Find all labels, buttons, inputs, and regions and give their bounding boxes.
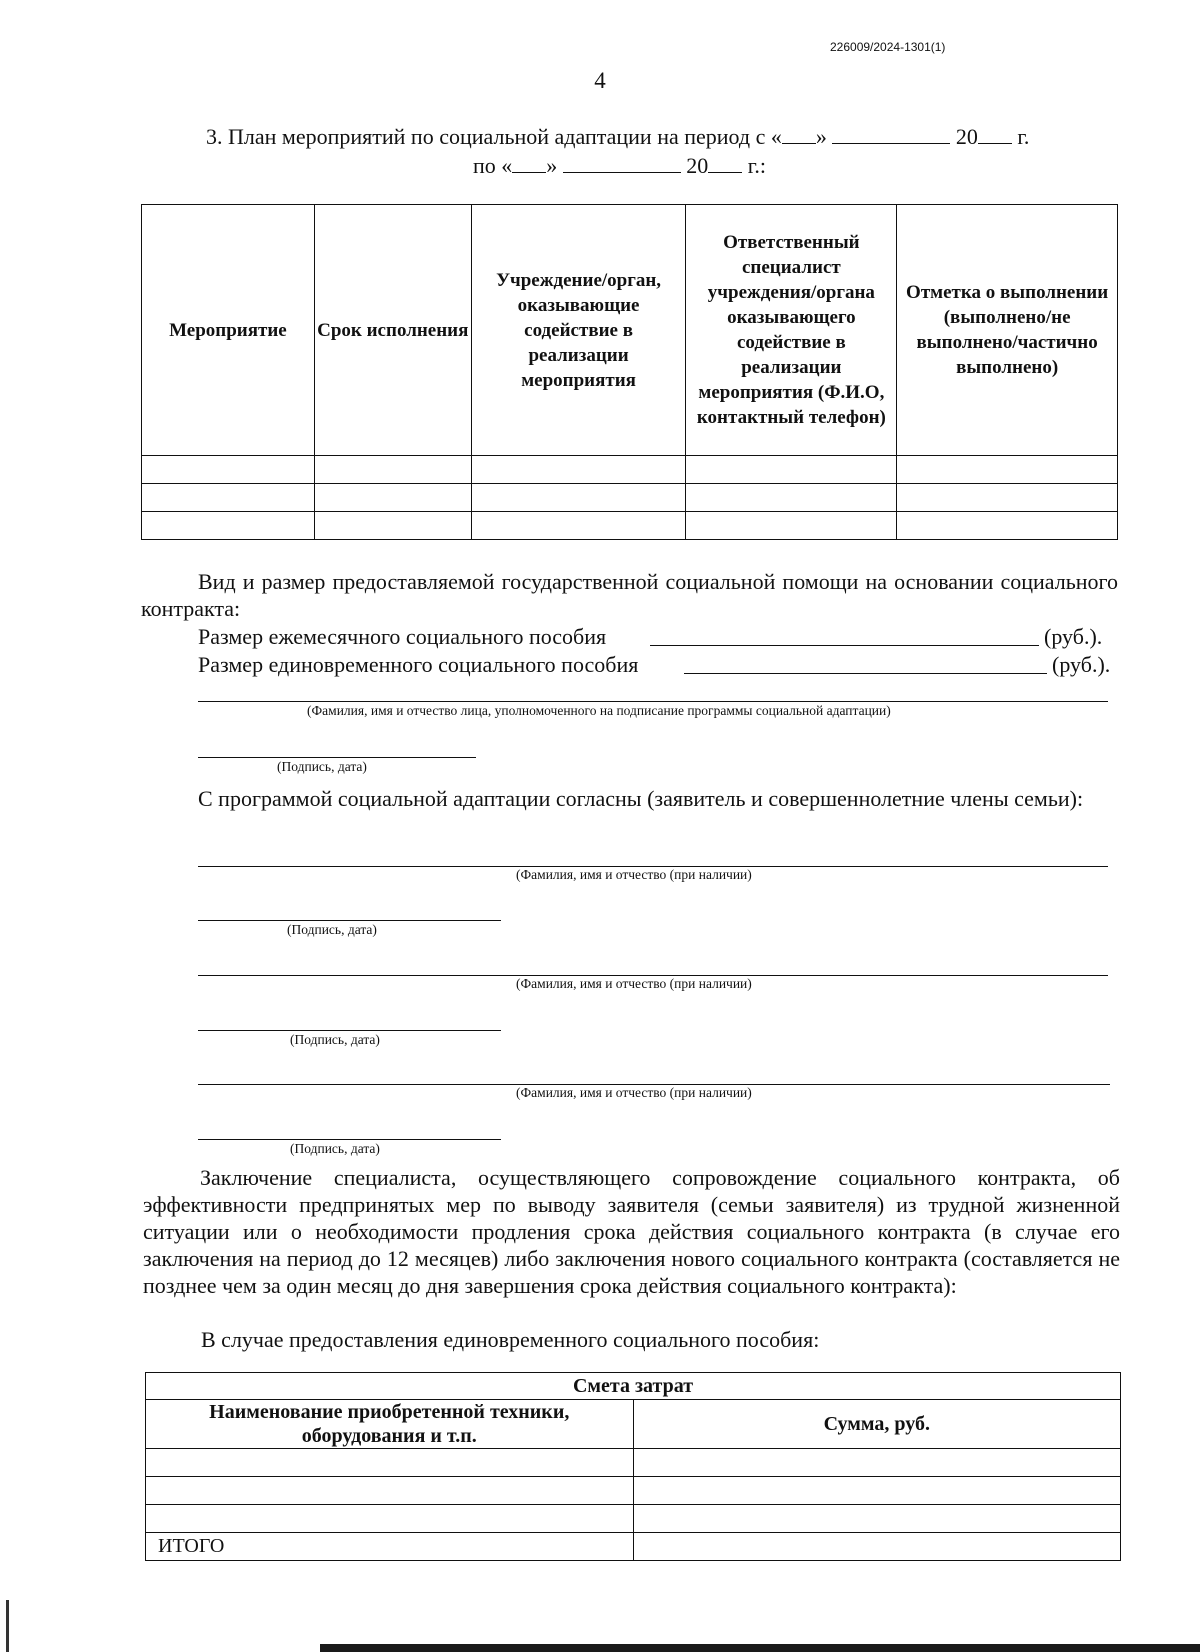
month-blank[interactable] xyxy=(832,125,950,144)
section-title-line1: 3. План мероприятий по социальной адаптации на период с « » 20 г. xyxy=(206,124,1030,149)
family-member-signature-field[interactable] xyxy=(198,1030,501,1031)
family-member-signature-field[interactable] xyxy=(198,920,501,921)
table-row xyxy=(146,1505,1121,1533)
table-cell[interactable] xyxy=(633,1477,1120,1505)
fio-caption: (Фамилия, имя и отчество (при наличии) xyxy=(516,1085,752,1100)
header-amount: Сумма, руб. xyxy=(633,1400,1120,1449)
table-cell[interactable] xyxy=(686,484,897,512)
table-cell[interactable] xyxy=(146,1505,634,1533)
day-blank-end[interactable] xyxy=(512,154,546,173)
table-cell[interactable] xyxy=(314,456,471,484)
header-completion-mark: Отметка о выполнении (выполнено/не выполнено/частично выполнено) xyxy=(897,205,1118,456)
header-activity: Мероприятие xyxy=(142,205,315,456)
table-cell[interactable] xyxy=(142,484,315,512)
fio-caption: (Фамилия, имя и отчество (при наличии) xyxy=(516,976,752,991)
document-number: 226009/2024-1301(1) xyxy=(830,40,946,54)
onetime-benefit-case: В случае предоставления единовременного социального пособия: xyxy=(201,1327,820,1352)
table-cell[interactable] xyxy=(146,1477,634,1505)
authorized-person-name-field[interactable] xyxy=(198,701,1108,702)
onetime-benefit-label: Размер единовременного социального пособия xyxy=(198,652,639,677)
scan-edge-mark xyxy=(6,1600,9,1652)
header-institution: Учреждение/орган, оказывающие содействие в реализации мероприятия xyxy=(471,205,686,456)
onetime-benefit-field[interactable] xyxy=(684,673,1047,674)
signature-date-caption: (Подпись, дата) xyxy=(287,922,377,937)
table-row xyxy=(142,484,1118,512)
year-blank-end[interactable] xyxy=(708,154,742,173)
table-cell[interactable] xyxy=(633,1505,1120,1533)
monthly-benefit-unit: (руб.). xyxy=(1044,624,1103,649)
table-row xyxy=(146,1449,1121,1477)
table-cell[interactable] xyxy=(142,512,315,540)
table-cell[interactable] xyxy=(471,484,686,512)
agreement-text: С программой социальной адаптации согласны (заявитель и совершеннолетние члены семьи): xyxy=(198,786,1084,811)
table-cell[interactable] xyxy=(897,484,1118,512)
scan-edge-bar xyxy=(320,1644,1200,1652)
header-equipment-name: Наименование приобретенной техники, оборудования и т.п. xyxy=(146,1400,634,1449)
day-blank[interactable] xyxy=(782,125,816,144)
signature-date-caption: (Подпись, дата) xyxy=(290,1032,380,1047)
family-member-signature-field[interactable] xyxy=(198,1139,501,1140)
cost-estimate-table xyxy=(145,1372,1121,1561)
table-row xyxy=(146,1477,1121,1505)
table-cell[interactable] xyxy=(471,512,686,540)
onetime-benefit-unit: (руб.). xyxy=(1052,652,1111,677)
table-cell[interactable] xyxy=(633,1449,1120,1477)
table-cell[interactable] xyxy=(686,456,897,484)
table-cell[interactable] xyxy=(897,512,1118,540)
table-cell[interactable] xyxy=(314,512,471,540)
table-cell[interactable] xyxy=(146,1449,634,1477)
activities-plan-table xyxy=(141,204,1118,540)
year-blank[interactable] xyxy=(978,125,1012,144)
table-row xyxy=(142,512,1118,540)
page-number: 4 xyxy=(594,68,606,93)
assistance-intro: Вид и размер предоставляемой государственной социальной помощи на основании социального контракта: xyxy=(141,569,1118,621)
monthly-benefit-label: Размер ежемесячного социального пособия xyxy=(198,624,607,649)
month-blank-end[interactable] xyxy=(563,154,681,173)
table-cell[interactable] xyxy=(314,484,471,512)
table-cell[interactable] xyxy=(471,456,686,484)
signature-date-caption: (Подпись, дата) xyxy=(290,1141,380,1156)
specialist-conclusion: Заключение специалиста, осуществляющего сопровождение социального контракта, об эффективности предпринятых мер по выводу заявителя (семьи заявителя) из трудной жизненной ситуации или о необходимости продления срока действия социального контракта (в случае его заключения на период до 12 месяцев) либо заключения нового социального контракта (составляется не позднее чем за один месяц до дня завершения срока действия социального контракта): xyxy=(143,1165,1120,1298)
section-title-line2: по « » 20 г.: xyxy=(473,153,766,178)
table-cell[interactable] xyxy=(686,512,897,540)
header-deadline: Срок исполнения xyxy=(314,205,471,456)
table-cell[interactable] xyxy=(897,456,1118,484)
total-label: ИТОГО xyxy=(146,1533,634,1561)
total-amount-cell[interactable] xyxy=(633,1533,1120,1561)
monthly-benefit-field[interactable] xyxy=(650,645,1039,646)
fio-caption: (Фамилия, имя и отчество (при наличии) xyxy=(516,867,752,882)
estimate-title: Смета затрат xyxy=(146,1373,1121,1400)
table-header-row xyxy=(142,205,1118,456)
table-cell[interactable] xyxy=(142,456,315,484)
table-row xyxy=(142,456,1118,484)
authorized-person-caption: (Фамилия, имя и отчество лица, уполномоченного на подписание программы социальной адаптации) xyxy=(307,703,891,718)
header-responsible: Ответственный специалист учреждения/органа оказывающего содействие в реализации мероприятия (Ф.И.О, контактный телефон) xyxy=(686,205,897,456)
signature-date-caption: (Подпись, дата) xyxy=(277,759,367,774)
total-row xyxy=(146,1533,1121,1561)
authorized-signature-field[interactable] xyxy=(198,757,476,758)
